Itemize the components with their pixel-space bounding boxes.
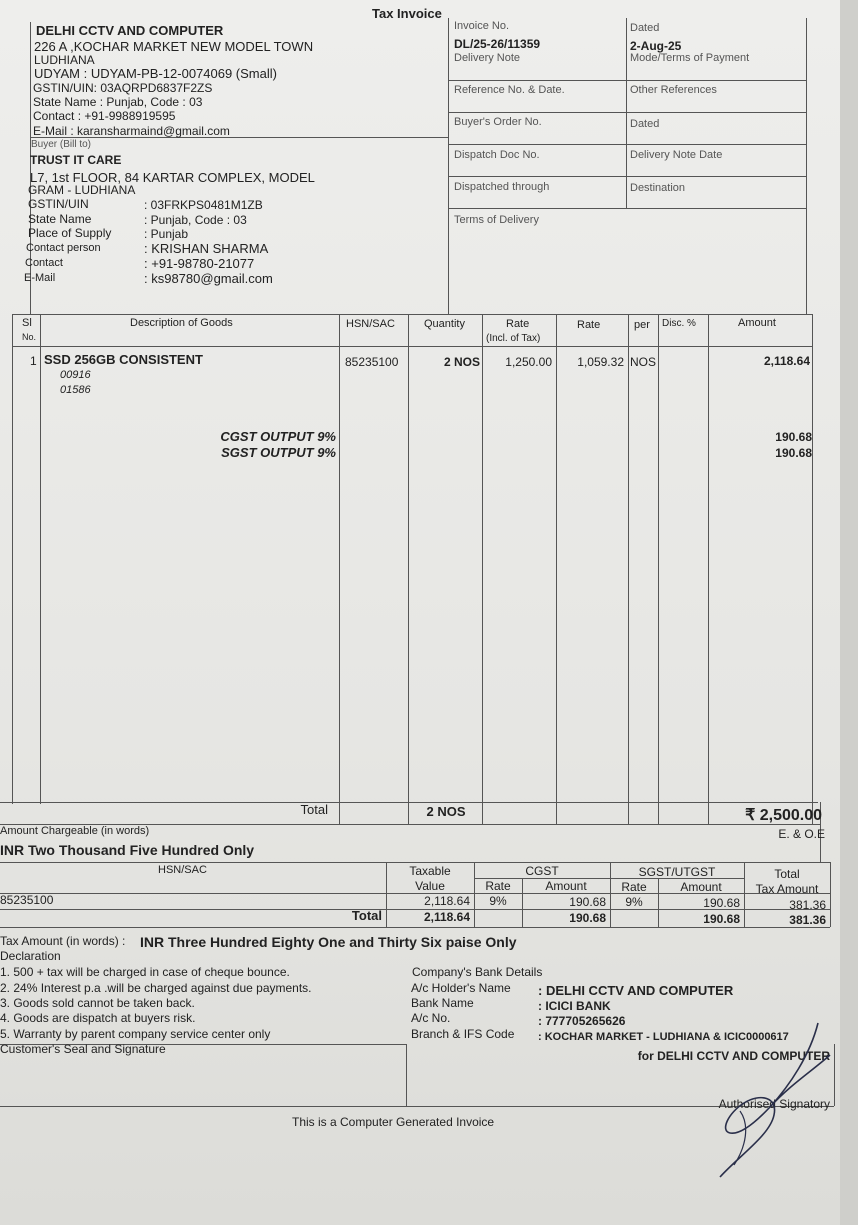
destination-label: Destination bbox=[630, 182, 686, 194]
tax-amount-in-words: INR Three Hundred Eighty One and Thirty Six paise Only bbox=[140, 934, 517, 950]
hsn-col-cgst-rate: Rate bbox=[485, 879, 511, 893]
buyer-state-label: State Name bbox=[28, 212, 92, 226]
rule bbox=[0, 927, 830, 928]
buyer-heading: Buyer (Bill to) bbox=[31, 139, 92, 150]
rule bbox=[448, 176, 806, 177]
hsn-total-taxable: 2,118.64 bbox=[423, 910, 470, 924]
other-references-label: Other References bbox=[630, 84, 717, 96]
hsn-total-sgst: 190.68 bbox=[703, 912, 740, 926]
hsn-row-taxable: 2,118.64 bbox=[424, 894, 470, 908]
dispatch-doc-label: Dispatch Doc No. bbox=[454, 149, 540, 161]
declaration-line: 3. Goods sold cannot be taken back. bbox=[0, 996, 195, 1010]
hsn-row-code: 85235100 bbox=[0, 893, 54, 907]
buyer-contact-label: Contact bbox=[25, 257, 63, 269]
dispatched-through-label: Dispatched through bbox=[454, 181, 550, 193]
seller-udyam: UDYAM : UDYAM-PB-12-0074069 (Small) bbox=[34, 66, 277, 81]
total-quantity: 2 NOS bbox=[426, 804, 466, 819]
item-rate-incl: 1,250.00 bbox=[505, 355, 552, 369]
reference-label: Reference No. & Date. bbox=[454, 84, 565, 96]
col-rate-incl: Rate bbox=[506, 318, 530, 330]
bank-branch-label: Branch & IFS Code bbox=[411, 1027, 515, 1041]
invoice-date: 2-Aug-25 bbox=[630, 39, 682, 53]
buyer-email-value: : ks98780@gmail.com bbox=[144, 271, 273, 286]
buyer-city: GRAM - LUDHIANA bbox=[28, 183, 136, 197]
buyer-place-value: : Punjab bbox=[144, 227, 189, 241]
item-serial: 00916 bbox=[60, 369, 91, 381]
col-amount: Amount bbox=[738, 317, 776, 329]
declaration-line: 4. Goods are dispatch at buyers risk. bbox=[0, 1011, 196, 1025]
rule bbox=[0, 802, 818, 803]
declaration-line: 5. Warranty by parent company service center only bbox=[0, 1027, 271, 1041]
declaration-line: 2. 24% Interest p.a .will be charged against due payments. bbox=[0, 981, 312, 995]
sgst-amount: 190.68 bbox=[775, 446, 812, 460]
rule bbox=[12, 346, 812, 347]
hsn-col-taxable: Taxable bbox=[409, 864, 451, 878]
rule bbox=[448, 112, 806, 113]
bank-holder-label: A/c Holder's Name bbox=[411, 981, 511, 995]
buyer-contact-value: : +91-98780-21077 bbox=[144, 256, 255, 271]
rule bbox=[658, 314, 659, 824]
bank-holder-value: : DELHI CCTV AND COMPUTER bbox=[538, 983, 734, 998]
authorised-signatory: Authorised Signatory bbox=[718, 1097, 830, 1111]
col-disc: Disc. % bbox=[662, 318, 696, 329]
item-hsn: 85235100 bbox=[345, 355, 399, 369]
hsn-col-cgst-amount: Amount bbox=[545, 879, 587, 893]
hsn-col-hsn: HSN/SAC bbox=[158, 864, 207, 876]
rule bbox=[806, 18, 807, 314]
rule bbox=[448, 144, 806, 145]
rule bbox=[448, 208, 806, 209]
item-serial: 01586 bbox=[60, 384, 91, 396]
hsn-col-total-tax: Tax Amount bbox=[755, 882, 819, 896]
seller-state: State Name : Punjab, Code : 03 bbox=[33, 95, 203, 109]
item-quantity: 2 NOS bbox=[443, 355, 480, 369]
bank-heading: Company's Bank Details bbox=[412, 965, 543, 979]
bank-account-label: A/c No. bbox=[411, 1011, 451, 1025]
col-rate: Rate bbox=[577, 319, 601, 331]
seller-gstin: GSTIN/UIN: 03AQRPD6837F2ZS bbox=[33, 81, 213, 95]
bank-name-label: Bank Name bbox=[411, 996, 474, 1010]
rule bbox=[626, 18, 627, 208]
col-sl-no: No. bbox=[22, 332, 37, 342]
buyer-address: L7, 1st FLOOR, 84 KARTAR COMPLEX, MODEL bbox=[30, 170, 315, 185]
sgst-label: SGST OUTPUT 9% bbox=[221, 445, 336, 460]
rule bbox=[812, 314, 813, 824]
col-rate-incl-sub: (Incl. of Tax) bbox=[486, 333, 541, 344]
item-description: SSD 256GB CONSISTENT bbox=[44, 352, 203, 367]
hsn-total-cgst: 190.68 bbox=[569, 911, 606, 925]
dated-label: Dated bbox=[630, 22, 660, 34]
tax-words-label: Tax Amount (in words) : bbox=[0, 934, 126, 948]
rule bbox=[556, 314, 557, 824]
declaration-line: 1. 500 + tax will be charged in case of cheque bounce. bbox=[0, 965, 290, 979]
declaration-heading: Declaration bbox=[0, 949, 61, 963]
cgst-label: CGST OUTPUT 9% bbox=[220, 429, 336, 444]
hsn-col-sgst-rate: Rate bbox=[621, 880, 647, 894]
seller-name: DELHI CCTV AND COMPUTER bbox=[36, 23, 224, 38]
rule bbox=[448, 18, 449, 314]
rule bbox=[339, 314, 340, 824]
hsn-row-sgst-amount: 190.68 bbox=[703, 896, 740, 910]
rule bbox=[482, 314, 483, 824]
amount-in-words: INR Two Thousand Five Hundred Only bbox=[0, 842, 255, 858]
invoice-no-label: Invoice No. bbox=[454, 20, 510, 32]
amount-words-label: Amount Chargeable (in words) bbox=[0, 825, 150, 837]
invoice-title: Tax Invoice bbox=[372, 6, 442, 21]
item-amount: 2,118.64 bbox=[763, 354, 810, 368]
rule bbox=[408, 314, 409, 824]
bank-name-value: : ICICI BANK bbox=[538, 999, 611, 1013]
seller-contact: Contact : +91-9988919595 bbox=[33, 109, 176, 123]
col-quantity: Quantity bbox=[424, 318, 465, 330]
col-per: per bbox=[634, 319, 650, 331]
invoice-no: DL/25-26/11359 bbox=[454, 37, 541, 51]
delivery-note-label: Delivery Note bbox=[454, 52, 521, 64]
hsn-total-tax: 381.36 bbox=[789, 913, 826, 927]
delivery-note-date-label: Delivery Note Date bbox=[630, 149, 723, 161]
customer-seal-label: Customer's Seal and Signature bbox=[0, 1042, 166, 1056]
footer-note: This is a Computer Generated Invoice bbox=[292, 1115, 495, 1129]
seller-address: 226 A ,KOCHAR MARKET NEW MODEL TOWN bbox=[34, 39, 314, 54]
buyer-place-label: Place of Supply bbox=[28, 226, 112, 240]
grand-total: ₹ 2,500.00 bbox=[745, 807, 822, 824]
total-label: Total bbox=[300, 802, 328, 817]
terms-of-delivery-label: Terms of Delivery bbox=[454, 214, 539, 226]
item-per: NOS bbox=[630, 355, 657, 369]
seller-email: E-Mail : karansharmaind@gmail.com bbox=[33, 124, 230, 138]
hsn-row-total: 381.36 bbox=[789, 898, 826, 912]
col-sl: Sl bbox=[22, 317, 32, 329]
bank-branch-value: : KOCHAR MARKET - LUDHIANA & ICIC0000617 bbox=[538, 1031, 789, 1043]
hsn-row-cgst-rate: 9% bbox=[489, 894, 507, 908]
hsn-row-cgst-amount: 190.68 bbox=[569, 895, 606, 909]
rule bbox=[448, 80, 806, 81]
cgst-amount: 190.68 bbox=[775, 430, 812, 444]
buyer-email-label: E-Mail bbox=[24, 272, 56, 284]
seller-city: LUDHIANA bbox=[34, 53, 95, 67]
buyer-contact-person-value: : KRISHAN SHARMA bbox=[144, 241, 269, 256]
item-rate: 1,059.32 bbox=[577, 355, 624, 369]
rule bbox=[12, 314, 13, 804]
buyer-gstin-value: : 03FRKPS0481M1ZB bbox=[144, 198, 263, 212]
buyer-state-value: : Punjab, Code : 03 bbox=[144, 213, 247, 227]
hsn-col-sgst: SGST/UTGST bbox=[638, 865, 716, 879]
rule bbox=[0, 862, 830, 863]
rule bbox=[830, 862, 831, 927]
rule bbox=[628, 314, 629, 824]
col-hsn: HSN/SAC bbox=[346, 318, 395, 330]
hsn-col-cgst: CGST bbox=[525, 864, 559, 878]
bank-account-value: : 777705265626 bbox=[538, 1014, 626, 1028]
buyer-name: TRUST IT CARE bbox=[30, 153, 122, 167]
hsn-col-taxable-value: Value bbox=[415, 879, 445, 893]
hsn-col-total: Total bbox=[774, 867, 800, 881]
mode-terms-label: Mode/Terms of Payment bbox=[630, 52, 750, 64]
rule bbox=[708, 314, 709, 824]
eoe: E. & O.E bbox=[778, 827, 825, 841]
signature-scribble bbox=[700, 1015, 840, 1185]
hsn-row-sgst-rate: 9% bbox=[625, 895, 643, 909]
buyer-gstin-label: GSTIN/UIN bbox=[28, 197, 89, 211]
buyer-contact-person-label: Contact person bbox=[26, 242, 101, 254]
hsn-total-label: Total bbox=[351, 908, 382, 923]
hsn-col-sgst-amount: Amount bbox=[680, 880, 722, 894]
col-description: Description of Goods bbox=[130, 317, 233, 329]
for-company: for DELHI CCTV AND COMPUTER bbox=[637, 1049, 830, 1063]
buyers-order-label: Buyer's Order No. bbox=[454, 116, 542, 128]
rule bbox=[406, 1044, 407, 1106]
item-sl: 1 bbox=[30, 354, 37, 368]
rule bbox=[12, 314, 812, 315]
dated2-label: Dated bbox=[630, 118, 660, 130]
rule bbox=[40, 314, 41, 804]
